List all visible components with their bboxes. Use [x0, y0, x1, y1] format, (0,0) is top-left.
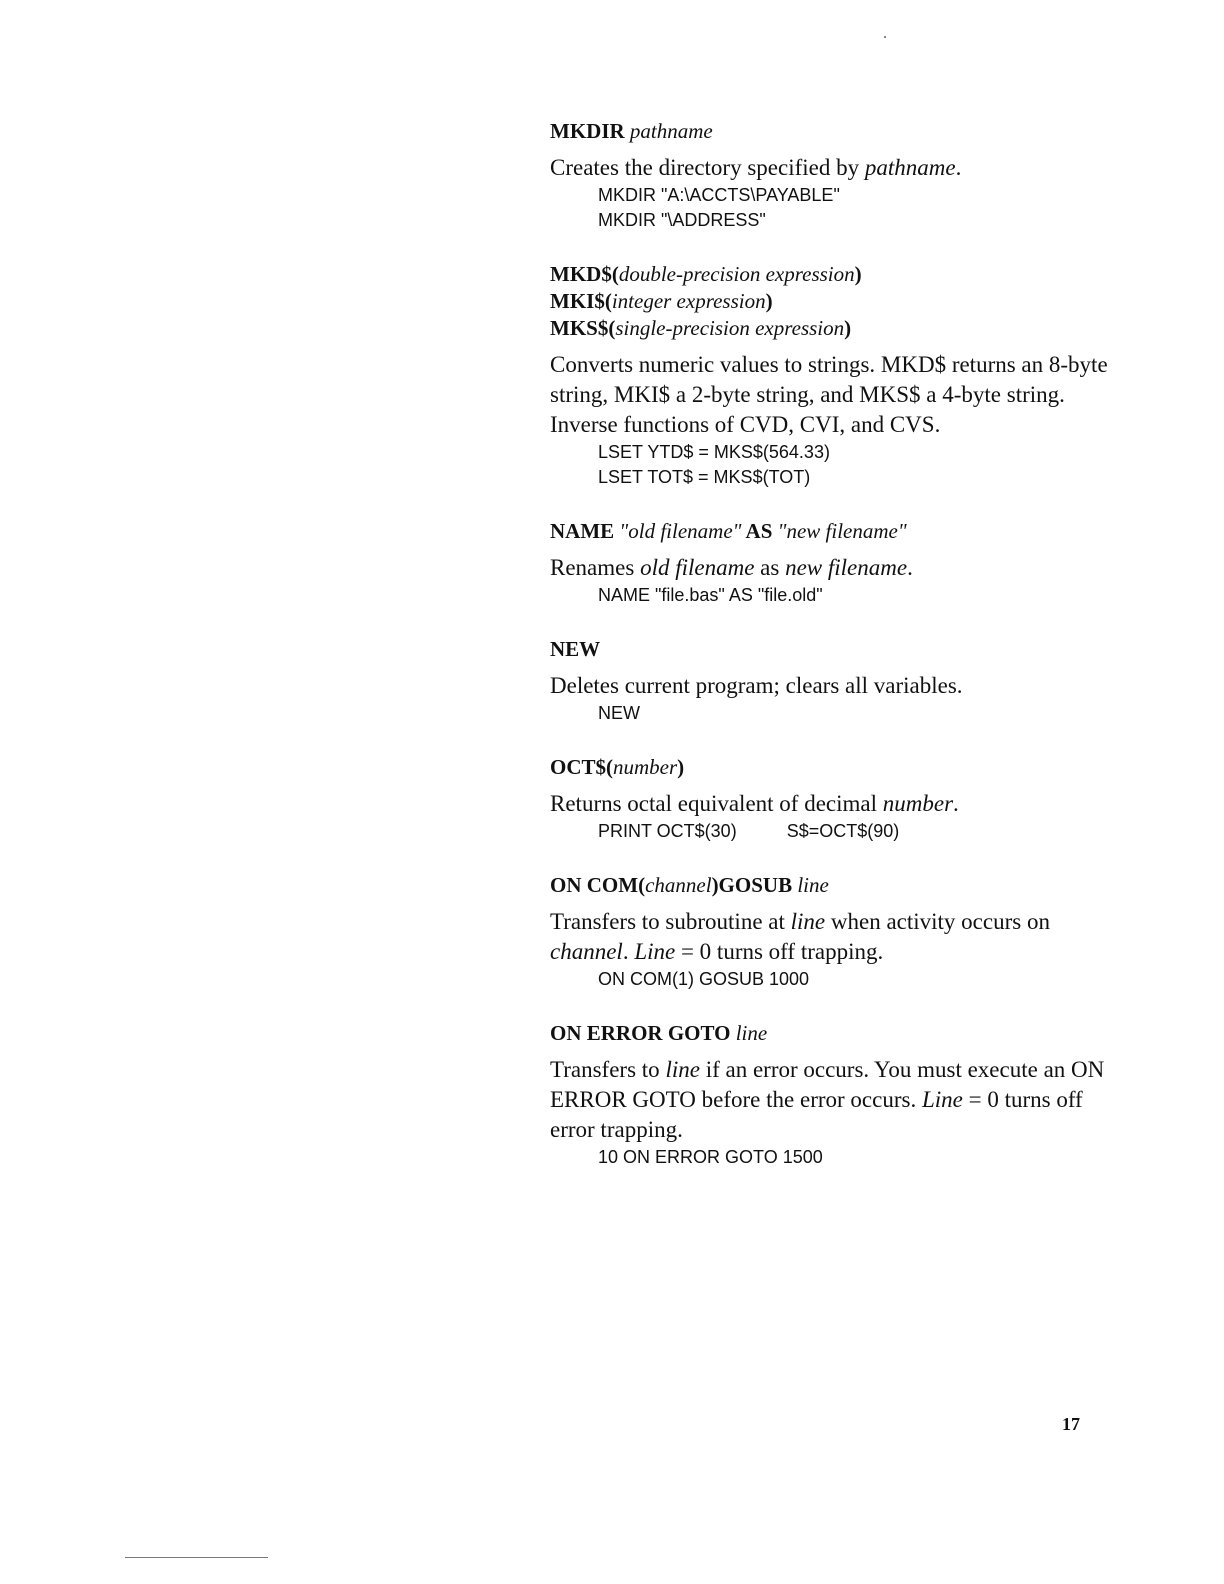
command-description: [550, 553, 1110, 583]
command-syntax: [550, 754, 1110, 781]
command-entry: [550, 261, 1110, 490]
description-argument: new filename: [785, 555, 908, 580]
command-syntax: [550, 872, 1110, 899]
syntax-argument: double-precision expression: [618, 262, 855, 286]
description-argument: line: [790, 909, 826, 934]
syntax-keyword: ): [854, 262, 862, 286]
syntax-keyword: )GOSUB: [711, 873, 798, 897]
description-argument: Line: [921, 1087, 963, 1112]
syntax-keyword: ): [765, 289, 773, 313]
syntax-keyword: NEW: [550, 637, 601, 661]
scan-edge-line: [125, 1557, 268, 1558]
description-text: = 0 turns off trapping.: [675, 939, 884, 964]
description-text: Returns octal equivalent of decimal: [550, 791, 883, 816]
description-text: Creates the directory specified by: [550, 155, 865, 180]
code-example: 10 ON ERROR GOTO 1500: [598, 1147, 823, 1167]
syntax-keyword: ON ERROR GOTO: [550, 1021, 736, 1045]
description-text: Converts numeric values to strings. MKD$ returns an 8-byte string, MKI$ a 2-byte string, and MKS$ a 4-byte string. Inverse functions of CVD, CVI, and CVS.: [550, 352, 1108, 437]
command-entry: [550, 754, 1110, 844]
syntax-argument: channel: [645, 873, 712, 897]
command-syntax: [550, 518, 1110, 545]
command-description: [550, 153, 1110, 183]
description-text: if an error occurs. You must execute an ON ERROR GOTO before the error occurs.: [550, 1057, 1105, 1112]
syntax-keyword: AS: [741, 519, 778, 543]
description-argument: number: [882, 791, 954, 816]
code-example: MKDIR "\ADDRESS": [598, 210, 766, 230]
description-text: Deletes current program; clears all variables.: [550, 673, 963, 698]
command-entry: [550, 636, 1110, 726]
code-example: PRINT OCT$(30) S$=OCT$(90): [598, 821, 900, 841]
syntax-argument: number: [613, 755, 678, 779]
command-entry: [550, 1020, 1110, 1170]
syntax-keyword: MKD$(: [550, 262, 619, 286]
syntax-keyword: MKS$(: [550, 316, 616, 340]
syntax-argument: single-precision expression: [615, 316, 845, 340]
reference-column: [550, 118, 1110, 1198]
description-argument: channel: [550, 939, 623, 964]
command-description: [550, 789, 1110, 819]
syntax-keyword: ON COM(: [550, 873, 646, 897]
command-description: [550, 1055, 1110, 1145]
command-entry: [550, 518, 1110, 608]
syntax-keyword: MKDIR: [550, 119, 630, 143]
description-text: .: [622, 939, 635, 964]
code-example: LSET YTD$ = MKS$(564.33): [598, 442, 830, 462]
syntax-keyword: MKI$(: [550, 289, 612, 313]
description-argument: line: [665, 1057, 700, 1082]
syntax-argument: line: [797, 873, 829, 897]
page-number: 17: [1062, 1414, 1080, 1434]
description-text: Transfers to subroutine at: [550, 909, 791, 934]
code-example: NEW: [598, 703, 640, 723]
command-description: [550, 671, 1110, 701]
code-example: LSET TOT$ = MKS$(TOT): [598, 467, 811, 487]
description-text: as: [754, 555, 786, 580]
command-entry: [550, 872, 1110, 992]
description-text: .: [953, 791, 959, 816]
command-description: [550, 907, 1110, 967]
command-syntax: [550, 1020, 1110, 1047]
command-entry: [550, 118, 1110, 233]
description-text: .: [907, 555, 913, 580]
syntax-keyword: NAME: [550, 519, 620, 543]
command-syntax: [550, 315, 1110, 342]
description-text: when activity occurs on: [825, 909, 1050, 934]
syntax-argument: line: [735, 1021, 768, 1045]
command-syntax: [550, 261, 1110, 288]
code-example: NAME "file.bas" AS "file.old": [598, 585, 823, 605]
command-description: [550, 350, 1110, 440]
syntax-argument: integer expression: [611, 289, 766, 313]
description-text: = 0 turns off error trapping.: [550, 1087, 1083, 1142]
description-text: .: [955, 155, 962, 180]
command-syntax: [550, 118, 1110, 145]
command-syntax: [550, 636, 1110, 663]
code-example: MKDIR "A:\ACCTS\PAYABLE": [598, 185, 840, 205]
syntax-argument: pathname: [629, 119, 713, 143]
command-syntax: [550, 288, 1110, 315]
description-argument: pathname: [864, 155, 956, 180]
syntax-argument: "new filename": [777, 519, 907, 543]
code-example: ON COM(1) GOSUB 1000: [598, 969, 810, 989]
syntax-keyword: OCT$(: [550, 755, 613, 779]
description-text: Renames: [550, 555, 641, 580]
syntax-keyword: ): [677, 755, 685, 779]
syntax-argument: "old filename": [619, 519, 742, 543]
description-argument: Line: [634, 939, 676, 964]
syntax-keyword: ): [844, 316, 852, 340]
description-text: Transfers to: [550, 1057, 666, 1082]
description-argument: old filename: [640, 555, 755, 580]
scan-speck: [884, 36, 886, 38]
